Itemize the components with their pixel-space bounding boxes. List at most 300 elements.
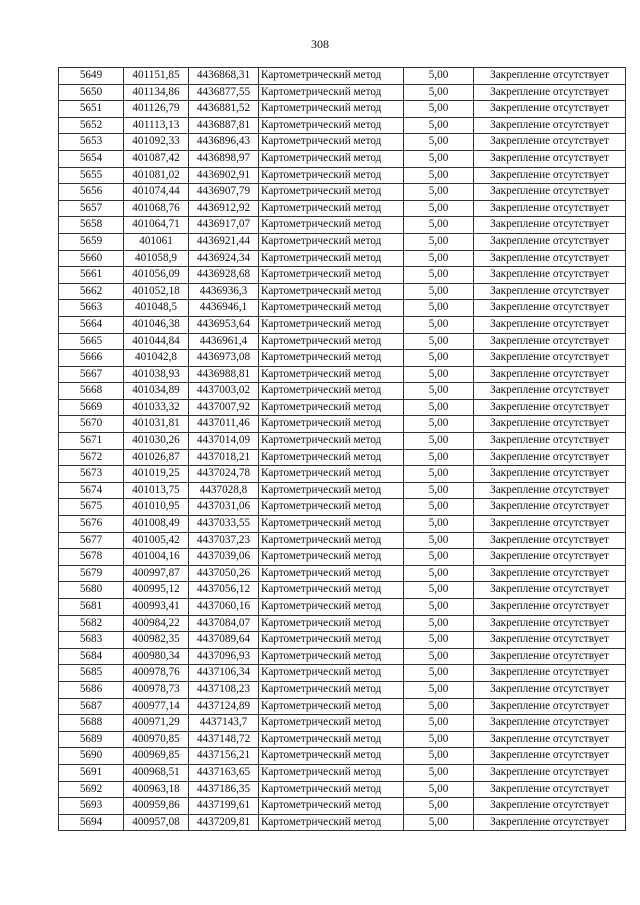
fixing-description-cell: Закрепление отсутствует xyxy=(474,681,626,698)
point-number-cell: 5688 xyxy=(59,715,124,732)
fixing-description-cell: Закрепление отсутствует xyxy=(474,449,626,466)
coordinate-y-cell: 4436898,97 xyxy=(189,150,259,167)
point-number-cell: 5669 xyxy=(59,399,124,416)
method-cell: Картометрический метод xyxy=(259,399,404,416)
coordinate-y-cell: 4436868,31 xyxy=(189,68,259,85)
fixing-description-cell: Закрепление отсутствует xyxy=(474,466,626,483)
table-row xyxy=(59,233,626,250)
accuracy-cell: 5,00 xyxy=(404,433,474,450)
method-cell: Картометрический метод xyxy=(259,798,404,815)
coordinate-x-cell: 401061 xyxy=(124,233,189,250)
accuracy-cell: 5,00 xyxy=(404,449,474,466)
method-cell: Картометрический метод xyxy=(259,582,404,599)
method-cell: Картометрический метод xyxy=(259,698,404,715)
coordinate-y-cell: 4436921,44 xyxy=(189,233,259,250)
point-number-cell: 5661 xyxy=(59,267,124,284)
table-row xyxy=(59,433,626,450)
coordinate-y-cell: 4437037,23 xyxy=(189,532,259,549)
coordinate-y-cell: 4437056,12 xyxy=(189,582,259,599)
accuracy-cell: 5,00 xyxy=(404,150,474,167)
table-row xyxy=(59,781,626,798)
coordinate-y-cell: 4436936,3 xyxy=(189,283,259,300)
coordinates-table-body xyxy=(59,68,626,831)
method-cell: Картометрический метод xyxy=(259,383,404,400)
page-number: 308 xyxy=(311,37,329,51)
point-number-cell: 5689 xyxy=(59,731,124,748)
fixing-description-cell: Закрепление отсутствует xyxy=(474,316,626,333)
accuracy-cell: 5,00 xyxy=(404,681,474,698)
table-row xyxy=(59,101,626,118)
accuracy-cell: 5,00 xyxy=(404,814,474,831)
table-row xyxy=(59,516,626,533)
coordinate-x-cell: 400970,85 xyxy=(124,731,189,748)
table-row xyxy=(59,466,626,483)
coordinate-y-cell: 4437018,21 xyxy=(189,449,259,466)
coordinate-y-cell: 4437096,93 xyxy=(189,648,259,665)
point-number-cell: 5694 xyxy=(59,814,124,831)
coordinate-x-cell: 401113,13 xyxy=(124,117,189,134)
accuracy-cell: 5,00 xyxy=(404,482,474,499)
accuracy-cell: 5,00 xyxy=(404,698,474,715)
coordinate-x-cell: 401087,42 xyxy=(124,150,189,167)
fixing-description-cell: Закрепление отсутствует xyxy=(474,383,626,400)
method-cell: Картометрический метод xyxy=(259,416,404,433)
table-row xyxy=(59,532,626,549)
coordinate-y-cell: 4436946,1 xyxy=(189,300,259,317)
table-row xyxy=(59,582,626,599)
accuracy-cell: 5,00 xyxy=(404,648,474,665)
point-number-cell: 5652 xyxy=(59,117,124,134)
coordinate-y-cell: 4436907,79 xyxy=(189,184,259,201)
method-cell: Картометрический метод xyxy=(259,549,404,566)
coordinate-y-cell: 4437199,61 xyxy=(189,798,259,815)
method-cell: Картометрический метод xyxy=(259,764,404,781)
method-cell: Картометрический метод xyxy=(259,68,404,85)
method-cell: Картометрический метод xyxy=(259,101,404,118)
fixing-description-cell: Закрепление отсутствует xyxy=(474,184,626,201)
coordinate-x-cell: 401013,75 xyxy=(124,482,189,499)
point-number-cell: 5670 xyxy=(59,416,124,433)
coordinate-y-cell: 4437039,06 xyxy=(189,549,259,566)
method-cell: Картометрический метод xyxy=(259,300,404,317)
accuracy-cell: 5,00 xyxy=(404,715,474,732)
coordinate-x-cell: 400984,22 xyxy=(124,615,189,632)
table-row xyxy=(59,449,626,466)
method-cell: Картометрический метод xyxy=(259,632,404,649)
point-number-cell: 5684 xyxy=(59,648,124,665)
method-cell: Картометрический метод xyxy=(259,150,404,167)
fixing-description-cell: Закрепление отсутствует xyxy=(474,300,626,317)
accuracy-cell: 5,00 xyxy=(404,532,474,549)
coordinate-x-cell: 401044,84 xyxy=(124,333,189,350)
table-row xyxy=(59,333,626,350)
method-cell: Картометрический метод xyxy=(259,217,404,234)
coordinate-y-cell: 4437050,26 xyxy=(189,565,259,582)
fixing-description-cell: Закрепление отсутствует xyxy=(474,499,626,516)
accuracy-cell: 5,00 xyxy=(404,333,474,350)
accuracy-cell: 5,00 xyxy=(404,615,474,632)
table-row xyxy=(59,715,626,732)
fixing-description-cell: Закрепление отсутствует xyxy=(474,665,626,682)
method-cell: Картометрический метод xyxy=(259,665,404,682)
table-row xyxy=(59,350,626,367)
coordinate-y-cell: 4437124,89 xyxy=(189,698,259,715)
point-number-cell: 5650 xyxy=(59,84,124,101)
coordinate-y-cell: 4436928,68 xyxy=(189,267,259,284)
accuracy-cell: 5,00 xyxy=(404,549,474,566)
point-number-cell: 5693 xyxy=(59,798,124,815)
table-row xyxy=(59,665,626,682)
fixing-description-cell: Закрепление отсутствует xyxy=(474,516,626,533)
coordinate-y-cell: 4436961,4 xyxy=(189,333,259,350)
method-cell: Картометрический метод xyxy=(259,167,404,184)
point-number-cell: 5686 xyxy=(59,681,124,698)
coordinate-x-cell: 400995,12 xyxy=(124,582,189,599)
method-cell: Картометрический метод xyxy=(259,648,404,665)
coordinate-y-cell: 4437143,7 xyxy=(189,715,259,732)
point-number-cell: 5692 xyxy=(59,781,124,798)
point-number-cell: 5654 xyxy=(59,150,124,167)
method-cell: Картометрический метод xyxy=(259,433,404,450)
accuracy-cell: 5,00 xyxy=(404,416,474,433)
point-number-cell: 5683 xyxy=(59,632,124,649)
point-number-cell: 5664 xyxy=(59,316,124,333)
coordinate-x-cell: 401151,85 xyxy=(124,68,189,85)
coordinate-y-cell: 4436877,55 xyxy=(189,84,259,101)
coordinate-x-cell: 400978,73 xyxy=(124,681,189,698)
accuracy-cell: 5,00 xyxy=(404,184,474,201)
table-row xyxy=(59,283,626,300)
method-cell: Картометрический метод xyxy=(259,233,404,250)
fixing-description-cell: Закрепление отсутствует xyxy=(474,283,626,300)
coordinate-y-cell: 4436896,43 xyxy=(189,134,259,151)
table-row xyxy=(59,316,626,333)
accuracy-cell: 5,00 xyxy=(404,366,474,383)
fixing-description-cell: Закрепление отсутствует xyxy=(474,715,626,732)
accuracy-cell: 5,00 xyxy=(404,134,474,151)
accuracy-cell: 5,00 xyxy=(404,466,474,483)
coordinate-x-cell: 401033,32 xyxy=(124,399,189,416)
coordinate-y-cell: 4436973,08 xyxy=(189,350,259,367)
fixing-description-cell: Закрепление отсутствует xyxy=(474,433,626,450)
method-cell: Картометрический метод xyxy=(259,482,404,499)
table-row xyxy=(59,615,626,632)
accuracy-cell: 5,00 xyxy=(404,748,474,765)
accuracy-cell: 5,00 xyxy=(404,582,474,599)
table-row xyxy=(59,565,626,582)
fixing-description-cell: Закрепление отсутствует xyxy=(474,150,626,167)
coordinate-x-cell: 401031,81 xyxy=(124,416,189,433)
coordinate-x-cell: 400978,76 xyxy=(124,665,189,682)
fixing-description-cell: Закрепление отсутствует xyxy=(474,250,626,267)
coordinate-x-cell: 401048,5 xyxy=(124,300,189,317)
table-row xyxy=(59,150,626,167)
accuracy-cell: 5,00 xyxy=(404,516,474,533)
method-cell: Картометрический метод xyxy=(259,681,404,698)
fixing-description-cell: Закрепление отсутствует xyxy=(474,615,626,632)
method-cell: Картометрический метод xyxy=(259,466,404,483)
coordinate-y-cell: 4437163,65 xyxy=(189,764,259,781)
point-number-cell: 5659 xyxy=(59,233,124,250)
accuracy-cell: 5,00 xyxy=(404,267,474,284)
fixing-description-cell: Закрепление отсутствует xyxy=(474,582,626,599)
method-cell: Картометрический метод xyxy=(259,134,404,151)
table-row xyxy=(59,300,626,317)
table-row xyxy=(59,416,626,433)
coordinate-x-cell: 401042,8 xyxy=(124,350,189,367)
fixing-description-cell: Закрепление отсутствует xyxy=(474,532,626,549)
coordinate-x-cell: 400980,34 xyxy=(124,648,189,665)
fixing-description-cell: Закрепление отсутствует xyxy=(474,217,626,234)
fixing-description-cell: Закрепление отсутствует xyxy=(474,101,626,118)
fixing-description-cell: Закрепление отсутствует xyxy=(474,632,626,649)
method-cell: Картометрический метод xyxy=(259,200,404,217)
method-cell: Картометрический метод xyxy=(259,565,404,582)
point-number-cell: 5672 xyxy=(59,449,124,466)
coordinate-y-cell: 4437209,81 xyxy=(189,814,259,831)
coordinate-y-cell: 4437186,35 xyxy=(189,781,259,798)
fixing-description-cell: Закрепление отсутствует xyxy=(474,698,626,715)
point-number-cell: 5668 xyxy=(59,383,124,400)
fixing-description-cell: Закрепление отсутствует xyxy=(474,233,626,250)
accuracy-cell: 5,00 xyxy=(404,250,474,267)
coordinate-y-cell: 4436988,81 xyxy=(189,366,259,383)
coordinate-x-cell: 401052,18 xyxy=(124,283,189,300)
coordinate-x-cell: 401056,09 xyxy=(124,267,189,284)
coordinate-x-cell: 401068,76 xyxy=(124,200,189,217)
fixing-description-cell: Закрепление отсутствует xyxy=(474,549,626,566)
fixing-description-cell: Закрепление отсутствует xyxy=(474,764,626,781)
accuracy-cell: 5,00 xyxy=(404,499,474,516)
coordinate-y-cell: 4437084,07 xyxy=(189,615,259,632)
method-cell: Картометрический метод xyxy=(259,283,404,300)
table-row xyxy=(59,200,626,217)
fixing-description-cell: Закрепление отсутствует xyxy=(474,134,626,151)
accuracy-cell: 5,00 xyxy=(404,599,474,616)
accuracy-cell: 5,00 xyxy=(404,167,474,184)
table-row xyxy=(59,68,626,85)
point-number-cell: 5681 xyxy=(59,599,124,616)
table-row xyxy=(59,681,626,698)
table-row xyxy=(59,117,626,134)
point-number-cell: 5656 xyxy=(59,184,124,201)
fixing-description-cell: Закрепление отсутствует xyxy=(474,366,626,383)
point-number-cell: 5675 xyxy=(59,499,124,516)
accuracy-cell: 5,00 xyxy=(404,233,474,250)
fixing-description-cell: Закрепление отсутствует xyxy=(474,798,626,815)
method-cell: Картометрический метод xyxy=(259,184,404,201)
table-row xyxy=(59,383,626,400)
point-number-cell: 5663 xyxy=(59,300,124,317)
coordinate-x-cell: 400997,87 xyxy=(124,565,189,582)
accuracy-cell: 5,00 xyxy=(404,84,474,101)
coordinate-x-cell: 401134,86 xyxy=(124,84,189,101)
table-row xyxy=(59,184,626,201)
method-cell: Картометрический метод xyxy=(259,350,404,367)
table-row xyxy=(59,632,626,649)
coordinate-x-cell: 400968,51 xyxy=(124,764,189,781)
accuracy-cell: 5,00 xyxy=(404,316,474,333)
coordinate-y-cell: 4437106,34 xyxy=(189,665,259,682)
fixing-description-cell: Закрепление отсутствует xyxy=(474,68,626,85)
coordinate-y-cell: 4436881,52 xyxy=(189,101,259,118)
method-cell: Картометрический метод xyxy=(259,117,404,134)
coordinate-x-cell: 400971,29 xyxy=(124,715,189,732)
coordinate-x-cell: 401058,9 xyxy=(124,250,189,267)
fixing-description-cell: Закрепление отсутствует xyxy=(474,748,626,765)
point-number-cell: 5677 xyxy=(59,532,124,549)
coordinate-x-cell: 401092,33 xyxy=(124,134,189,151)
table-row xyxy=(59,549,626,566)
method-cell: Картометрический метод xyxy=(259,781,404,798)
table-row xyxy=(59,217,626,234)
coordinate-y-cell: 4437007,92 xyxy=(189,399,259,416)
fixing-description-cell: Закрепление отсутствует xyxy=(474,482,626,499)
table-row xyxy=(59,731,626,748)
accuracy-cell: 5,00 xyxy=(404,731,474,748)
point-number-cell: 5667 xyxy=(59,366,124,383)
point-number-cell: 5690 xyxy=(59,748,124,765)
fixing-description-cell: Закрепление отсутствует xyxy=(474,648,626,665)
point-number-cell: 5676 xyxy=(59,516,124,533)
accuracy-cell: 5,00 xyxy=(404,798,474,815)
coordinate-y-cell: 4437156,21 xyxy=(189,748,259,765)
coordinate-x-cell: 400959,86 xyxy=(124,798,189,815)
accuracy-cell: 5,00 xyxy=(404,781,474,798)
coordinate-x-cell: 401038,93 xyxy=(124,366,189,383)
coordinate-x-cell: 401074,44 xyxy=(124,184,189,201)
coordinate-x-cell: 401081,02 xyxy=(124,167,189,184)
method-cell: Картометрический метод xyxy=(259,814,404,831)
table-row xyxy=(59,399,626,416)
fixing-description-cell: Закрепление отсутствует xyxy=(474,814,626,831)
table-row xyxy=(59,366,626,383)
accuracy-cell: 5,00 xyxy=(404,200,474,217)
coordinate-y-cell: 4437033,55 xyxy=(189,516,259,533)
point-number-cell: 5665 xyxy=(59,333,124,350)
point-number-cell: 5678 xyxy=(59,549,124,566)
table-row xyxy=(59,814,626,831)
coordinate-y-cell: 4437031,06 xyxy=(189,499,259,516)
fixing-description-cell: Закрепление отсутствует xyxy=(474,333,626,350)
table-row xyxy=(59,84,626,101)
table-row xyxy=(59,267,626,284)
point-number-cell: 5682 xyxy=(59,615,124,632)
coordinate-y-cell: 4437148,72 xyxy=(189,731,259,748)
accuracy-cell: 5,00 xyxy=(404,764,474,781)
method-cell: Картометрический метод xyxy=(259,615,404,632)
coordinate-x-cell: 401004,16 xyxy=(124,549,189,566)
coordinate-y-cell: 4437089,64 xyxy=(189,632,259,649)
method-cell: Картометрический метод xyxy=(259,250,404,267)
point-number-cell: 5687 xyxy=(59,698,124,715)
point-number-cell: 5685 xyxy=(59,665,124,682)
point-number-cell: 5671 xyxy=(59,433,124,450)
point-number-cell: 5658 xyxy=(59,217,124,234)
method-cell: Картометрический метод xyxy=(259,267,404,284)
method-cell: Картометрический метод xyxy=(259,449,404,466)
point-number-cell: 5651 xyxy=(59,101,124,118)
table-row xyxy=(59,134,626,151)
accuracy-cell: 5,00 xyxy=(404,632,474,649)
method-cell: Картометрический метод xyxy=(259,499,404,516)
table-row xyxy=(59,698,626,715)
coordinate-y-cell: 4436887,81 xyxy=(189,117,259,134)
accuracy-cell: 5,00 xyxy=(404,350,474,367)
point-number-cell: 5674 xyxy=(59,482,124,499)
accuracy-cell: 5,00 xyxy=(404,300,474,317)
fixing-description-cell: Закрепление отсутствует xyxy=(474,731,626,748)
point-number-cell: 5662 xyxy=(59,283,124,300)
point-number-cell: 5666 xyxy=(59,350,124,367)
accuracy-cell: 5,00 xyxy=(404,283,474,300)
method-cell: Картометрический метод xyxy=(259,532,404,549)
table-row xyxy=(59,764,626,781)
point-number-cell: 5691 xyxy=(59,764,124,781)
coordinate-x-cell: 401064,71 xyxy=(124,217,189,234)
point-number-cell: 5680 xyxy=(59,582,124,599)
accuracy-cell: 5,00 xyxy=(404,68,474,85)
table-row xyxy=(59,599,626,616)
coordinate-y-cell: 4437024,78 xyxy=(189,466,259,483)
coordinate-x-cell: 401046,38 xyxy=(124,316,189,333)
fixing-description-cell: Закрепление отсутствует xyxy=(474,599,626,616)
fixing-description-cell: Закрепление отсутствует xyxy=(474,416,626,433)
accuracy-cell: 5,00 xyxy=(404,217,474,234)
coordinate-x-cell: 401026,87 xyxy=(124,449,189,466)
accuracy-cell: 5,00 xyxy=(404,665,474,682)
table-row xyxy=(59,499,626,516)
point-number-cell: 5657 xyxy=(59,200,124,217)
coordinate-y-cell: 4437060,16 xyxy=(189,599,259,616)
fixing-description-cell: Закрепление отсутствует xyxy=(474,84,626,101)
coordinate-y-cell: 4437003,02 xyxy=(189,383,259,400)
method-cell: Картометрический метод xyxy=(259,748,404,765)
table-row xyxy=(59,250,626,267)
method-cell: Картометрический метод xyxy=(259,333,404,350)
point-number-cell: 5653 xyxy=(59,134,124,151)
fixing-description-cell: Закрепление отсутствует xyxy=(474,781,626,798)
coordinate-y-cell: 4436902,91 xyxy=(189,167,259,184)
coordinate-y-cell: 4436912,92 xyxy=(189,200,259,217)
accuracy-cell: 5,00 xyxy=(404,565,474,582)
point-number-cell: 5655 xyxy=(59,167,124,184)
fixing-description-cell: Закрепление отсутствует xyxy=(474,167,626,184)
table-row xyxy=(59,167,626,184)
coordinate-x-cell: 401126,79 xyxy=(124,101,189,118)
coordinate-x-cell: 401005,42 xyxy=(124,532,189,549)
method-cell: Картометрический метод xyxy=(259,84,404,101)
fixing-description-cell: Закрепление отсутствует xyxy=(474,117,626,134)
coordinate-x-cell: 401008,49 xyxy=(124,516,189,533)
table-row xyxy=(59,748,626,765)
point-number-cell: 5649 xyxy=(59,68,124,85)
accuracy-cell: 5,00 xyxy=(404,117,474,134)
coordinate-x-cell: 400982,35 xyxy=(124,632,189,649)
fixing-description-cell: Закрепление отсутствует xyxy=(474,350,626,367)
coordinate-x-cell: 400969,85 xyxy=(124,748,189,765)
method-cell: Картометрический метод xyxy=(259,516,404,533)
table-row xyxy=(59,648,626,665)
coordinate-y-cell: 4436953,64 xyxy=(189,316,259,333)
coordinate-y-cell: 4437108,23 xyxy=(189,681,259,698)
method-cell: Картометрический метод xyxy=(259,731,404,748)
coordinate-y-cell: 4437028,8 xyxy=(189,482,259,499)
method-cell: Картометрический метод xyxy=(259,316,404,333)
fixing-description-cell: Закрепление отсутствует xyxy=(474,565,626,582)
fixing-description-cell: Закрепление отсутствует xyxy=(474,200,626,217)
point-number-cell: 5673 xyxy=(59,466,124,483)
